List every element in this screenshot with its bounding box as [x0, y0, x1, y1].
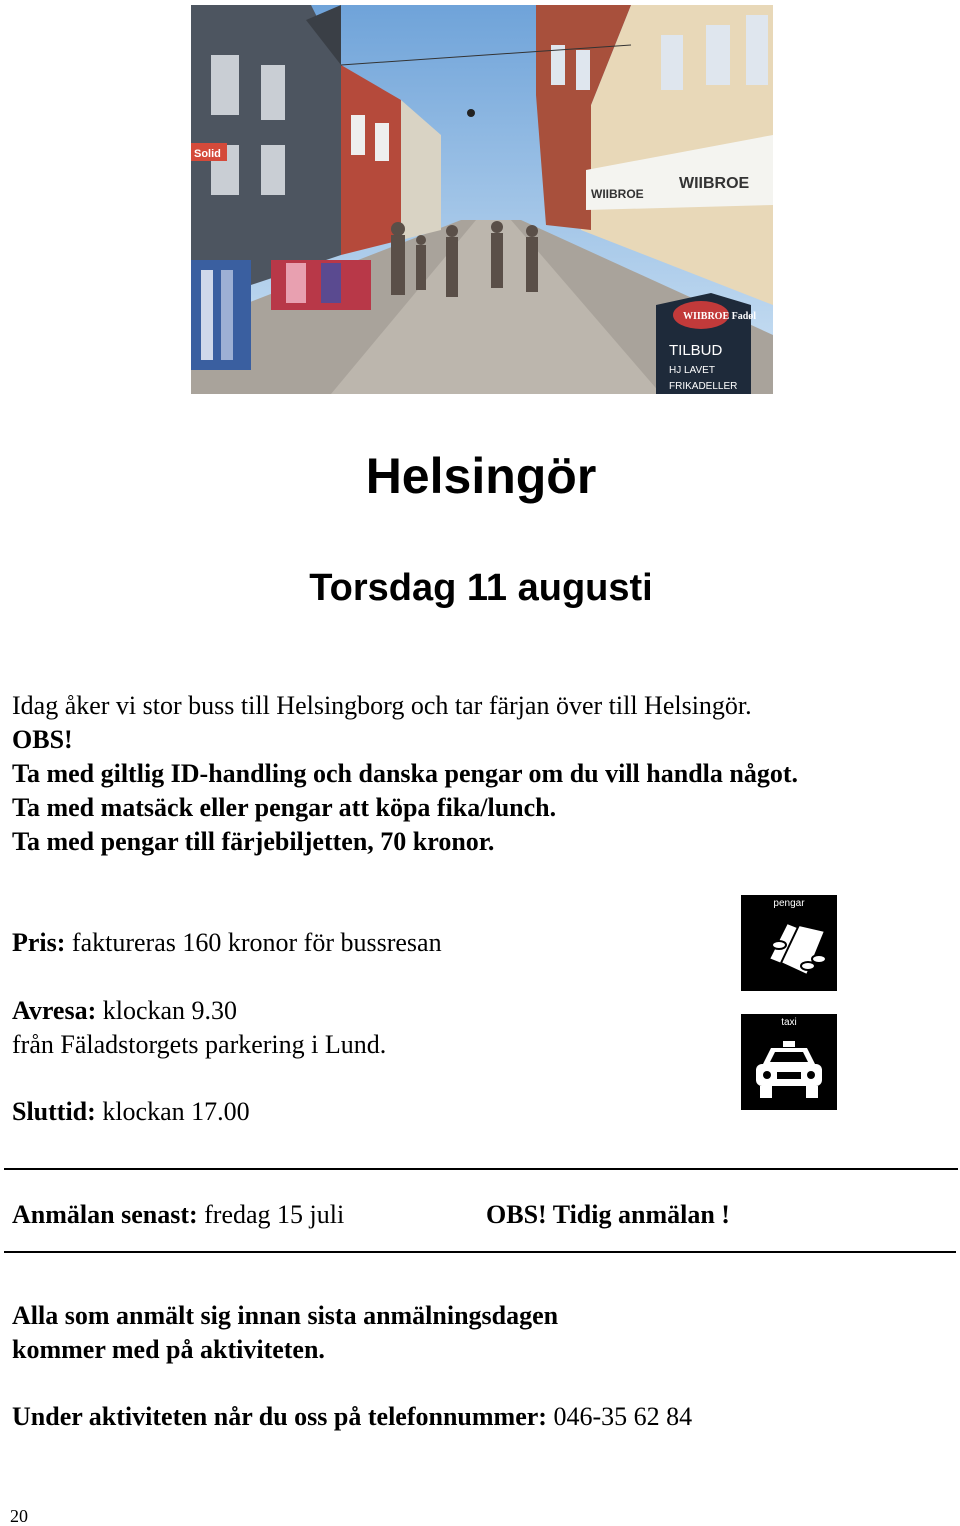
reminder-id: Ta med giltlig ID-handling och danska pengar om du vill handla något.	[12, 759, 799, 788]
divider-bottom	[4, 1251, 956, 1253]
registration-label: Anmälan senast:	[12, 1200, 198, 1229]
taxi-label: taxi	[781, 1017, 797, 1028]
board-text-3: FRIKADELLER	[669, 381, 738, 392]
phone-label: Under aktiviteten når du oss på telefonnummer:	[12, 1402, 547, 1431]
money-label: pengar	[773, 898, 805, 909]
street-photo	[191, 5, 773, 394]
price-line	[12, 926, 442, 960]
intro-line: Idag åker vi stor buss till Helsingborg och tar färjan över till Helsingör.	[12, 691, 752, 720]
departure-value: klockan 9.30	[96, 996, 238, 1025]
money-pictogram	[741, 895, 837, 991]
footer-line-2: kommer med på aktiviteten.	[12, 1335, 325, 1364]
departure-place: från Fäladstorgets parkering i Lund.	[12, 1030, 387, 1059]
reminder-lunch: Ta med matsäck eller pengar att köpa fika/lunch.	[12, 793, 557, 822]
footer-line-1: Alla som anmält sig innan sista anmälningsdagen	[12, 1301, 559, 1330]
departure-label: Avresa:	[12, 996, 97, 1025]
price-value: faktureras 160 kronor för bussresan	[65, 928, 442, 957]
early-registration-note: OBS! Tidig anmälan !	[486, 1200, 730, 1229]
registration-line	[12, 1198, 344, 1232]
page-title: Helsingör	[365, 448, 597, 504]
phone-number: 046-35 62 84	[546, 1402, 693, 1431]
awning-sign-small: WIIBROE	[591, 187, 644, 201]
end-time-value: klockan 17.00	[95, 1097, 250, 1126]
page-number: 20	[10, 1506, 28, 1526]
awning-sign: WIIBROE	[679, 175, 750, 192]
shop-sign: Solid	[194, 148, 221, 160]
obs-heading: OBS!	[12, 725, 73, 754]
taxi-pictogram	[741, 1014, 837, 1110]
event-date: Torsdag 11 augusti	[309, 567, 653, 609]
divider-top	[4, 1168, 958, 1170]
board-text-2: HJ LAVET	[669, 365, 715, 376]
price-label: Pris:	[12, 928, 66, 957]
end-time-label: Sluttid:	[12, 1097, 96, 1126]
contact-line	[12, 1400, 692, 1434]
end-time-line	[12, 1095, 250, 1129]
board-text-1: TILBUD	[669, 342, 723, 359]
reminder-ferry: Ta med pengar till färjebiljetten, 70 kronor.	[12, 827, 495, 856]
board-brand: WIIBROE Fadøl	[683, 311, 757, 322]
departure-line	[12, 994, 237, 1028]
registration-date: fredag 15 juli	[197, 1200, 345, 1229]
